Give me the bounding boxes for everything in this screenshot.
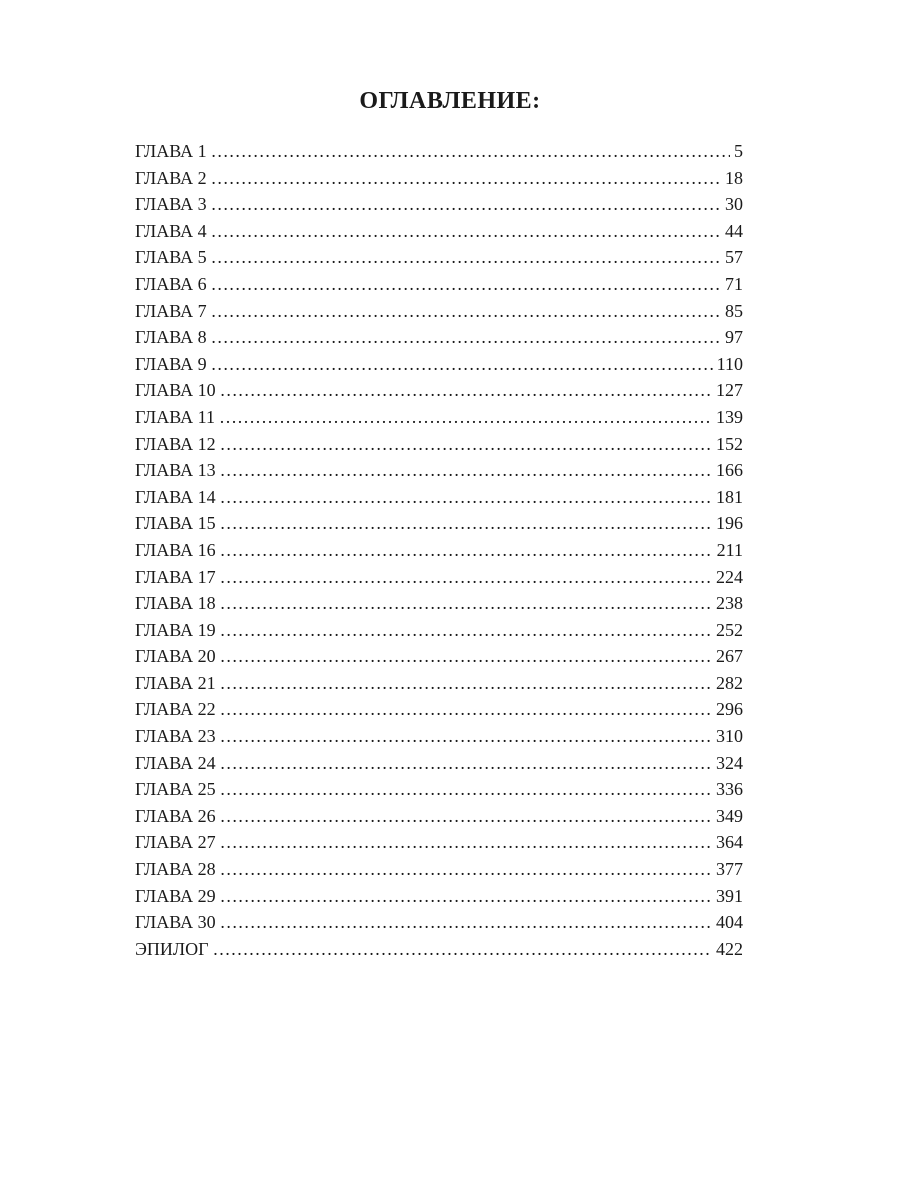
toc-entry <box>135 484 743 511</box>
toc-dot-leader <box>211 324 721 351</box>
toc-entry-label: ГЛАВА 26 <box>135 805 216 826</box>
toc-dot-leader <box>220 617 712 644</box>
toc-entry-label: ГЛАВА 5 <box>135 247 207 268</box>
toc-entry <box>135 776 743 803</box>
toc-entry-page-number: 349 <box>716 805 743 826</box>
toc-entry-page-number: 296 <box>716 699 743 720</box>
toc-entry <box>135 803 743 830</box>
toc-entry-label: ГЛАВА 20 <box>135 646 216 667</box>
toc-entry-page-number: 110 <box>716 353 743 374</box>
toc-entry <box>135 537 743 564</box>
toc-entry-page-number: 152 <box>716 433 743 454</box>
toc-entry-label: ЭПИЛОГ <box>135 938 209 959</box>
toc-entry <box>135 244 743 271</box>
toc-dot-leader <box>211 351 713 378</box>
toc-entry <box>135 165 743 192</box>
toc-dot-leader <box>219 404 712 431</box>
toc-entry-page-number: 44 <box>725 220 743 241</box>
toc-entry <box>135 377 743 404</box>
toc-entry-page-number: 139 <box>716 406 743 427</box>
toc-entry-page-number: 5 <box>734 141 743 161</box>
toc-entry-page-number: 57 <box>725 247 743 268</box>
toc-entry-label: ГЛАВА 4 <box>135 220 207 241</box>
toc-dot-leader <box>220 829 712 856</box>
toc-entry <box>135 271 743 298</box>
toc-dot-leader <box>211 271 721 298</box>
toc-entry <box>135 564 743 591</box>
toc-entry-page-number: 211 <box>716 539 743 560</box>
toc-dot-leader <box>220 776 712 803</box>
toc-entry <box>135 883 743 910</box>
toc-entry <box>135 617 743 644</box>
toc-entry <box>135 590 743 617</box>
toc-entry <box>135 829 743 856</box>
toc-entry <box>135 351 743 378</box>
toc-entry-label: ГЛАВА 23 <box>135 726 216 747</box>
table-of-contents <box>135 138 743 962</box>
toc-entry <box>135 856 743 883</box>
toc-entry-label: ГЛАВА 10 <box>135 380 216 401</box>
toc-entry-label: ГЛАВА 2 <box>135 167 207 188</box>
toc-entry-label: ГЛАВА 11 <box>135 406 215 427</box>
toc-dot-leader <box>211 191 721 218</box>
toc-entry-label: ГЛАВА 24 <box>135 752 216 773</box>
toc-entry-page-number: 71 <box>725 273 743 294</box>
toc-entry-label: ГЛАВА 28 <box>135 859 216 880</box>
toc-entry <box>135 723 743 750</box>
toc-dot-leader <box>220 377 712 404</box>
toc-entry <box>135 670 743 697</box>
toc-entry-page-number: 127 <box>716 380 743 401</box>
toc-entry-page-number: 422 <box>716 938 743 959</box>
toc-dot-leader <box>220 670 712 697</box>
toc-entry-label: ГЛАВА 13 <box>135 460 216 481</box>
toc-entry <box>135 138 743 165</box>
toc-entry-label: ГЛАВА 30 <box>135 912 216 933</box>
toc-dot-leader <box>220 750 712 777</box>
toc-entry-page-number: 404 <box>716 912 743 933</box>
toc-entry-page-number: 267 <box>716 646 743 667</box>
toc-dot-leader <box>220 431 712 458</box>
toc-entry-label: ГЛАВА 8 <box>135 327 207 348</box>
toc-dot-leader <box>220 590 712 617</box>
toc-entry <box>135 218 743 245</box>
toc-entry-label: ГЛАВА 21 <box>135 672 216 693</box>
toc-entry-page-number: 30 <box>725 194 743 215</box>
toc-entry-page-number: 282 <box>716 672 743 693</box>
toc-entry-page-number: 18 <box>725 167 743 188</box>
toc-dot-leader <box>211 165 721 192</box>
toc-dot-leader <box>211 138 730 165</box>
toc-entry-label: ГЛАВА 25 <box>135 779 216 800</box>
page-title: ОГЛАВЛЕНИЕ: <box>359 88 541 114</box>
toc-entry-label: ГЛАВА 16 <box>135 539 216 560</box>
toc-dot-leader <box>220 856 712 883</box>
toc-entry-label: ГЛАВА 22 <box>135 699 216 720</box>
toc-entry <box>135 510 743 537</box>
toc-entry <box>135 750 743 777</box>
toc-entry-page-number: 310 <box>716 726 743 747</box>
toc-dot-leader <box>220 723 712 750</box>
toc-entry <box>135 324 743 351</box>
toc-entry-page-number: 181 <box>716 486 743 507</box>
toc-dot-leader <box>220 643 712 670</box>
toc-dot-leader <box>220 883 712 910</box>
toc-entry <box>135 431 743 458</box>
toc-entry-page-number: 224 <box>716 566 743 587</box>
toc-entry-label: ГЛАВА 27 <box>135 832 216 853</box>
toc-entry-page-number: 238 <box>716 593 743 614</box>
toc-entry <box>135 298 743 325</box>
toc-entry <box>135 457 743 484</box>
toc-dot-leader <box>220 484 712 511</box>
toc-entry <box>135 404 743 431</box>
toc-dot-leader <box>220 537 713 564</box>
toc-entry-label: ГЛАВА 29 <box>135 885 216 906</box>
toc-entry-label: ГЛАВА 19 <box>135 619 216 640</box>
toc-entry-label: ГЛАВА 7 <box>135 300 207 321</box>
toc-entry <box>135 909 743 936</box>
toc-entry <box>135 696 743 723</box>
toc-entry <box>135 643 743 670</box>
toc-dot-leader <box>220 803 712 830</box>
toc-dot-leader <box>211 244 721 271</box>
toc-entry-label: ГЛАВА 14 <box>135 486 216 507</box>
toc-dot-leader <box>220 510 712 537</box>
toc-entry-page-number: 336 <box>716 779 743 800</box>
toc-entry-label: ГЛАВА 18 <box>135 593 216 614</box>
toc-entry-page-number: 85 <box>725 300 743 321</box>
toc-entry <box>135 936 743 963</box>
toc-entry-page-number: 364 <box>716 832 743 853</box>
toc-dot-leader <box>220 696 712 723</box>
toc-entry-page-number: 391 <box>716 885 743 906</box>
toc-dot-leader <box>220 909 712 936</box>
toc-entry-label: ГЛАВА 12 <box>135 433 216 454</box>
toc-entry-label: ГЛАВА 3 <box>135 194 207 215</box>
toc-entry-label: ГЛАВА 1 <box>135 141 207 161</box>
toc-entry-label: ГЛАВА 9 <box>135 353 207 374</box>
toc-entry-label: ГЛАВА 17 <box>135 566 216 587</box>
toc-entry <box>135 191 743 218</box>
toc-entry-page-number: 324 <box>716 752 743 773</box>
toc-entry-label: ГЛАВА 6 <box>135 273 207 294</box>
toc-dot-leader <box>213 936 713 963</box>
toc-entry-page-number: 252 <box>716 619 743 640</box>
toc-entry-label: ГЛАВА 15 <box>135 513 216 534</box>
toc-dot-leader <box>211 218 721 245</box>
toc-dot-leader <box>220 457 712 484</box>
toc-entry-page-number: 166 <box>716 460 743 481</box>
toc-entry-page-number: 377 <box>716 859 743 880</box>
toc-entry-page-number: 97 <box>725 327 743 348</box>
toc-entry-page-number: 196 <box>716 513 743 534</box>
toc-dot-leader <box>211 298 721 325</box>
toc-dot-leader <box>220 564 712 591</box>
